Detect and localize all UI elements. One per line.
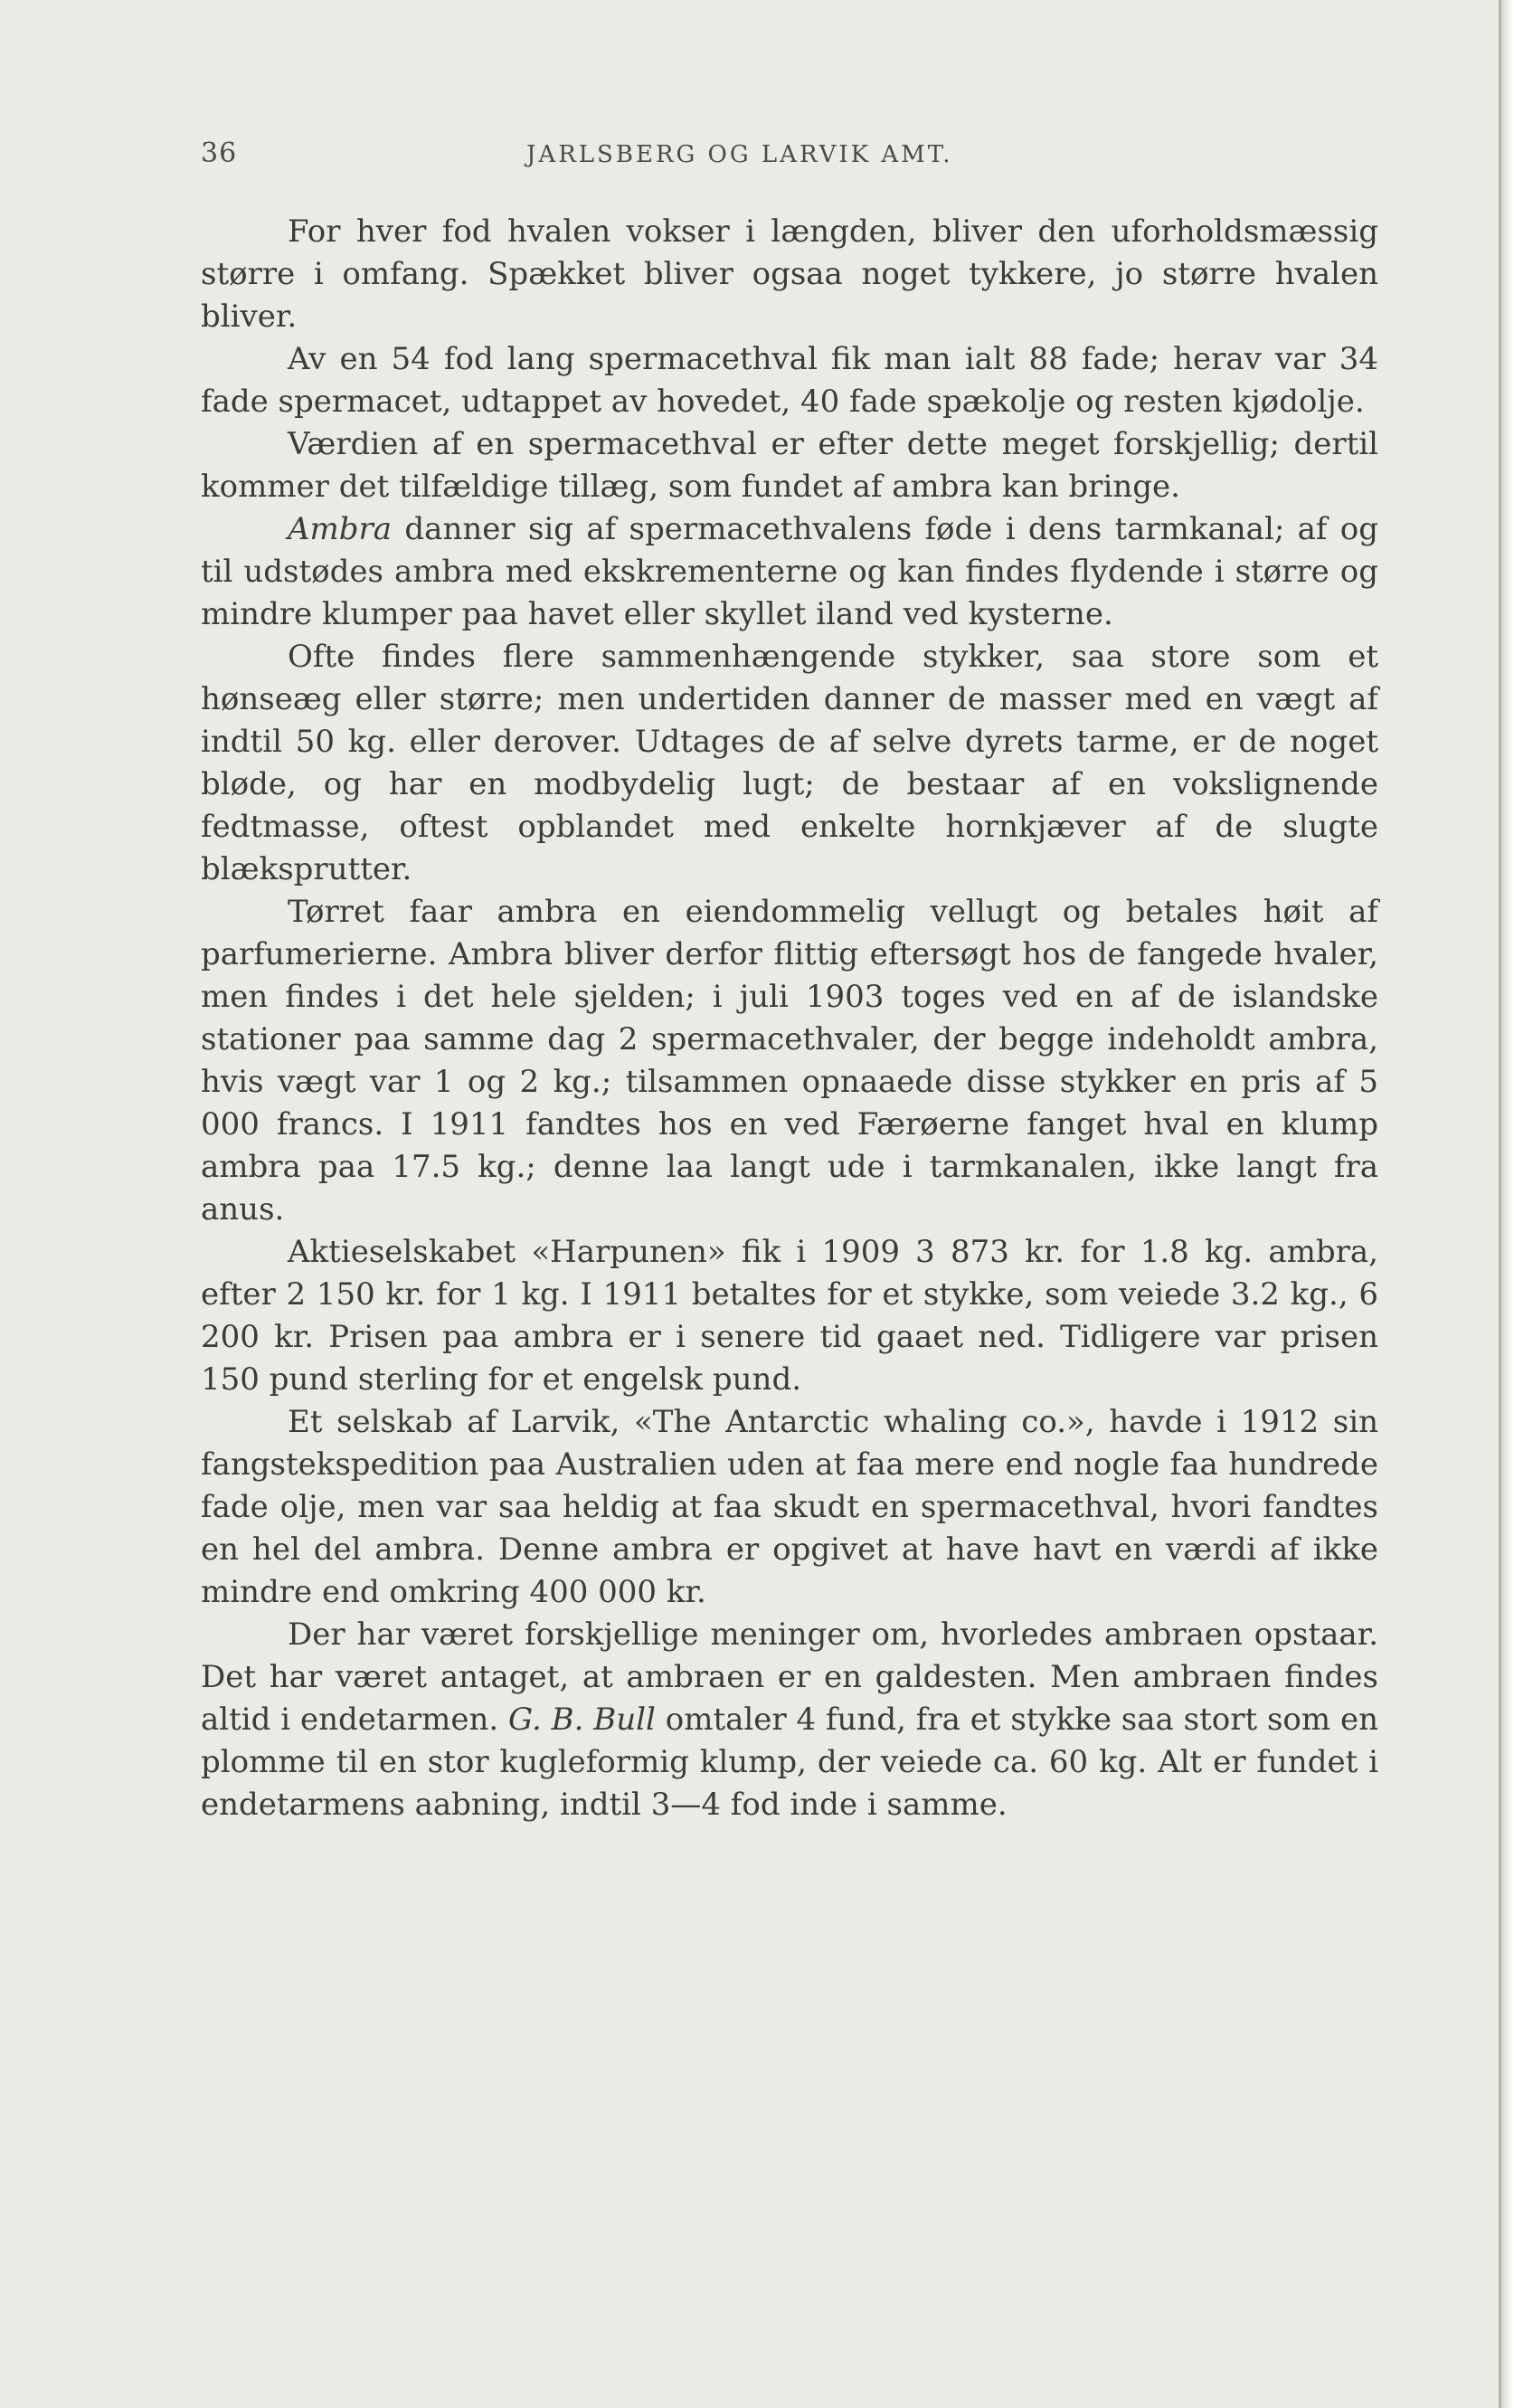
paragraph-2: Av en 54 fod lang spermacethval fik man ialt 88 fade; herav var 34 fade spermacet, udtappet av hovedet, 40 fade spækolje og resten kjødolje. (201, 341, 1378, 420)
paragraph-9-continued: omtaler 4 fund, fra et stykke saa stort som en plomme til en stor kugleformig klump, der veiede ca. 60 kg. Alt er fundet i endetarmens aabning, indtil 3—4 fod inde i samme. (201, 1702, 1378, 1823)
paragraph-5: Ofte findes flere sammenhængende stykker, saa store som et hønseæg eller større; men undertiden danner de masser med en vægt af indtil 50 kg. eller derover. Udtages de af selve dyrets tarme, er de noget bløde, og har en modbydelig lugt; de bestaar af en vokslignende fedtmasse, oftest opblandet med enkelte hornkjæver af de slugte blæksprutter. (201, 639, 1378, 887)
body-text (201, 211, 1378, 1826)
running-title: JARLSBERG OG LARVIK AMT. (526, 141, 953, 168)
italic-term-ambra: Ambra (288, 511, 393, 547)
page-edge (1501, 0, 1514, 2408)
italic-author-name: G. B. Bull (508, 1702, 656, 1738)
paragraph-6: Tørret faar ambra en eiendommelig vellugt og betales høit af parfumerierne. Ambra bliver derfor flittig eftersøgt hos de fangede hvaler, men findes i det hele sjelden; i juli 1903 toges ved en af de islandske stationer paa samme dag 2 spermacethvaler, der begge indeholdt ambra, hvis vægt var 1 og 2 kg.; tilsammen opnaaede disse stykker en pris af 5 000 francs. I 1911 fandtes hos en ved Færøerne fanget hval en klump ambra paa 17.5 kg.; denne laa langt ude i tarmkanalen, ikke langt fra anus. (201, 894, 1378, 1228)
page-header (201, 137, 1377, 174)
paragraph-8: Et selskab af Larvik, «The Antarctic whaling co.», havde i 1912 sin fangstekspedition paa Australien uden at faa mere end nogle faa hundrede fade olje, men var saa heldig at faa skudt en spermacethval, hvori fandtes en hel del ambra. Denne ambra er opgivet at have havt en værdi af ikke mindre end omkring 400 000 kr. (201, 1404, 1378, 1610)
paragraph-4 (201, 508, 1378, 636)
paragraph-1: For hver fod hvalen vokser i længden, bliver den uforholdsmæssig større i omfang. Spækket bliver ogsaa noget tykkere, jo større hvalen bliver. (201, 213, 1378, 335)
paragraph-3: Værdien af en spermacethval er efter dette meget forskjellig; dertil kommer det tilfældige tillæg, som fundet af ambra kan bringe. (201, 426, 1378, 505)
paragraph-9-text: Der har været forskjellige meninger om, hvorledes ambraen opstaar. Det har været antaget, at ambraen er en galdesten. Men ambraen findes altid i endetarmen. (201, 1616, 1378, 1738)
paragraph-9 (201, 1614, 1378, 1826)
page-number: 36 (201, 137, 238, 169)
paragraph-4-text: danner sig af spermacethvalens føde i dens tarmkanal; af og til udstødes ambra med ekskrementerne og kan findes flydende i større og mindre klumper paa havet eller skyllet iland ved kysterne. (201, 511, 1378, 632)
paragraph-7: Aktieselskabet «Harpunen» fik i 1909 3 873 kr. for 1.8 kg. ambra, efter 2 150 kr. for 1 kg. I 1911 betaltes for et stykke, som veiede 3.2 kg., 6 200 kr. Prisen paa ambra er i senere tid gaaet ned. Tidligere var prisen 150 pund sterling for et engelsk pund. (201, 1234, 1378, 1398)
